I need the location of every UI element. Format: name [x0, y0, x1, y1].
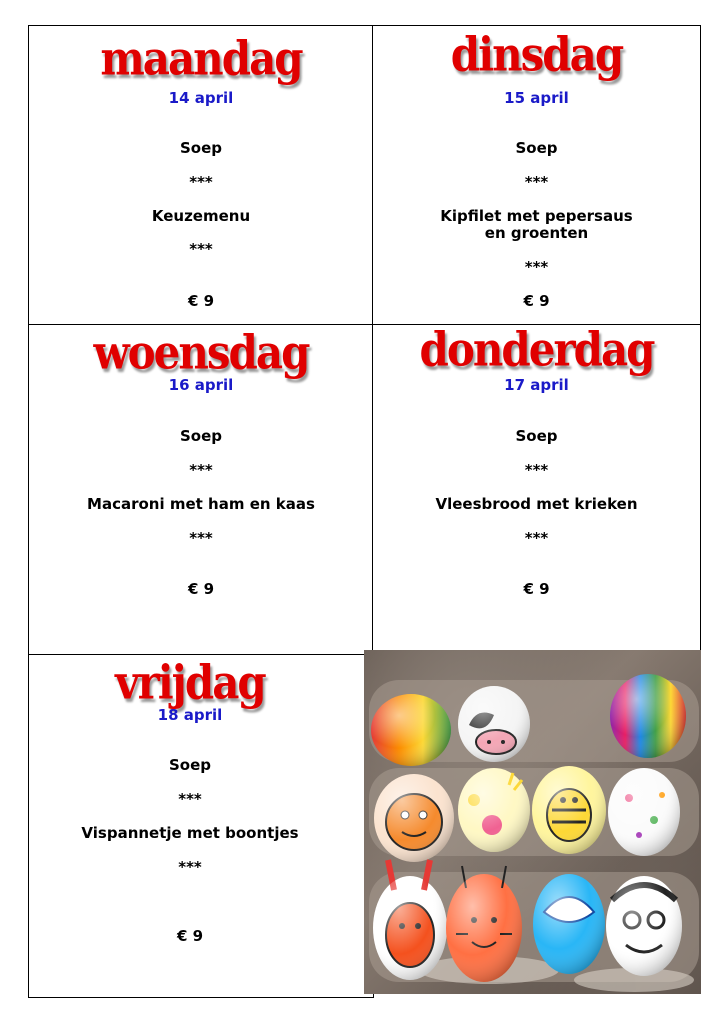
day-date: 16 april	[168, 376, 234, 394]
main-dish: Macaroni met ham en kaas	[87, 495, 315, 513]
day-card-donderdag	[372, 324, 701, 656]
day-name: dinsdag	[450, 27, 623, 82]
soup-label: Soep	[515, 427, 558, 445]
main-dish: Keuzemenu	[151, 207, 251, 225]
separator: ***	[189, 461, 213, 479]
day-card-vrijdag	[28, 654, 374, 998]
day-name: donderdag	[419, 322, 654, 377]
day-name: maandag	[100, 31, 302, 86]
day-name: woensdag	[93, 325, 309, 380]
separator: ***	[178, 858, 202, 876]
soup-label: Soep	[179, 139, 223, 157]
price: € 9	[187, 580, 215, 598]
price: € 9	[523, 580, 550, 598]
painted-easter-eggs-photo	[364, 650, 701, 994]
separator: ***	[189, 240, 213, 258]
day-card-dinsdag	[372, 25, 701, 326]
separator: ***	[524, 461, 549, 479]
price: € 9	[176, 927, 204, 945]
soup-label: Soep	[179, 427, 223, 445]
separator: ***	[524, 258, 549, 276]
day-date: 17 april	[504, 376, 569, 394]
separator: ***	[189, 529, 213, 547]
soup-label: Soep	[168, 756, 212, 774]
price: € 9	[187, 292, 215, 310]
separator: ***	[178, 790, 202, 808]
day-date: 14 april	[168, 89, 234, 107]
main-dish-line-2: en groenten	[484, 224, 589, 242]
day-card-maandag	[28, 25, 374, 326]
separator: ***	[524, 529, 549, 547]
main-dish: Vispannetje met boontjes	[81, 824, 299, 842]
separator: ***	[524, 173, 549, 191]
day-card-woensdag	[28, 324, 374, 656]
main-dish: Kipfilet met pepersaus	[440, 207, 633, 225]
soup-label: Soep	[515, 139, 558, 157]
main-dish: Vleesbrood met krieken	[435, 495, 638, 513]
day-name: vrijdag	[115, 655, 265, 710]
price: € 9	[523, 292, 550, 310]
separator: ***	[189, 173, 213, 191]
day-date: 15 april	[504, 89, 569, 107]
day-date: 18 april	[157, 706, 223, 724]
